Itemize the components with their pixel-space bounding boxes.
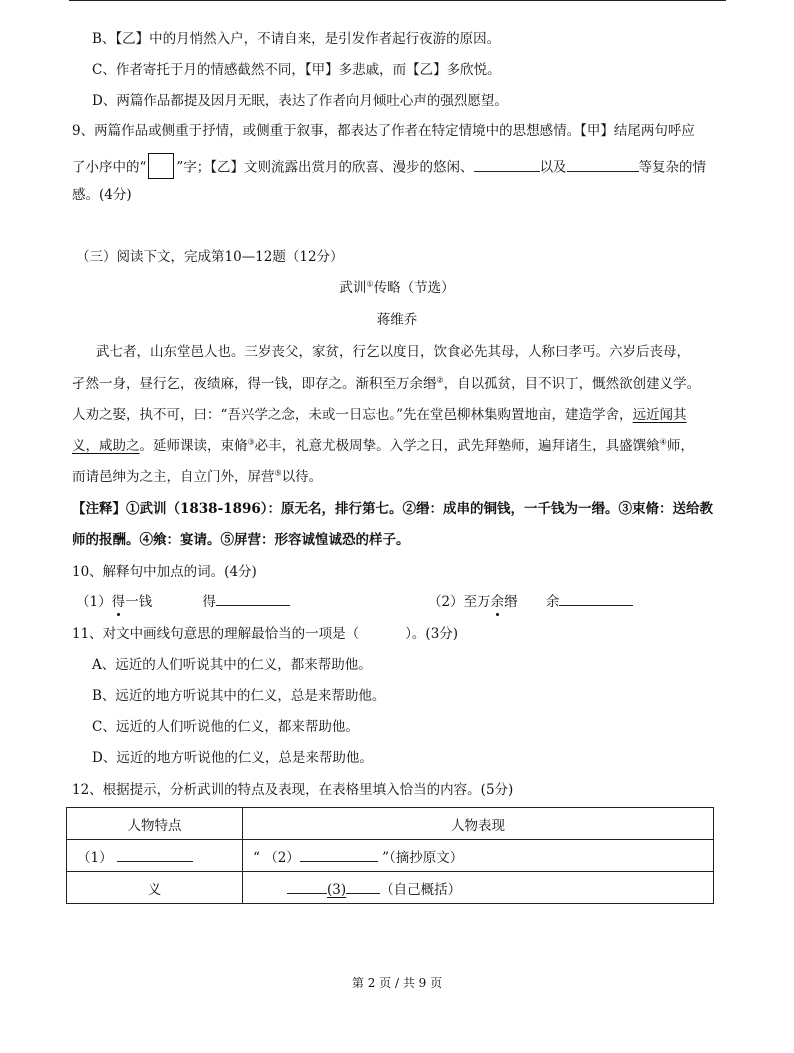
table-row xyxy=(67,840,714,872)
row2-blank-right[interactable] xyxy=(346,879,380,894)
passage-author: 蒋维乔 xyxy=(376,312,418,328)
row2-note: （自己概括） xyxy=(380,881,462,898)
passage-line4-a: 。延师课读，束脩 xyxy=(139,438,248,454)
passage-title-b: 传略（节选） xyxy=(373,280,455,296)
note-ref-3: ③ xyxy=(247,437,255,447)
q9-blank-2[interactable] xyxy=(567,157,639,172)
note-ref-2: ② xyxy=(436,375,444,385)
q10-item1-blank[interactable] xyxy=(216,591,290,606)
passage-line2-a: 孑然一身，昼行乞，夜绩麻，得一钱，即存之。渐积至万余缗 xyxy=(72,376,437,392)
q10-item1-num: （1） xyxy=(76,594,112,610)
q8-option-b: B、【乙】中的月悄然入户，不请自来，是引发作者起行夜游的原因。 xyxy=(92,31,501,47)
row1-show-blank[interactable] xyxy=(300,847,378,862)
passage-line5 xyxy=(72,468,322,486)
passage-line4-c: 师， xyxy=(666,438,694,454)
passage-line2-b: ，自以孤贫，目不识丁，慨然欲创建义学。 xyxy=(443,376,701,392)
row2-show-num: (3) xyxy=(327,881,347,898)
header-trait: 人物特点 xyxy=(67,808,243,840)
q11-option-b: B、远近的地方听说其中的仁义，总是来帮助他。 xyxy=(92,688,386,704)
row1-trait-cell xyxy=(67,840,243,872)
notes-line2: 师的报酬。④飨：宴请。⑤屏营：形容诚惶诚恐的样子。 xyxy=(72,532,410,548)
passage-title-a: 武训 xyxy=(339,280,367,296)
notes-line1: 【注释】①武训（1838-1896）：原无名，排行第七。②缗：成串的铜钱，一千钱为一缗。③束脩：送给教 xyxy=(72,501,713,517)
passage-line2 xyxy=(72,375,700,393)
row2-trait-cell: 义 xyxy=(67,872,243,904)
q10-item1-answer-label: 得 xyxy=(202,594,216,610)
table-header-row xyxy=(67,808,714,840)
q9-text-c: 以及 xyxy=(539,159,567,176)
passage-line4-b: 必丰，礼意尤极周挚。入学之日，武先拜塾师，遍拜诸生，具盛馔飨 xyxy=(254,438,660,454)
q10-stem: 10、解释句中加点的词。(4分) xyxy=(72,564,257,580)
underlined-sentence-part2: 义，咸助之 xyxy=(72,438,140,454)
q12-answer-table xyxy=(66,807,714,904)
underlined-sentence-part1: 远近闻其 xyxy=(632,407,687,423)
q11-stem-a: 11、对文中画线句意思的理解最恰当的一项是（ xyxy=(72,626,360,642)
row1-show-cell xyxy=(243,840,714,872)
row1-trait-blank[interactable] xyxy=(117,847,193,862)
passage-title xyxy=(0,279,794,297)
q10-item2 xyxy=(428,591,633,611)
q11-stem-b: ）。(3分) xyxy=(405,626,459,642)
q11-option-a: A、远近的人们听说其中的仁义，都来帮助他。 xyxy=(92,657,372,673)
header-rule xyxy=(69,0,726,1)
q10-item2-blank[interactable] xyxy=(559,591,633,606)
q9-line3: 感。(4分) xyxy=(72,187,132,203)
passage-line5-b: 以待。 xyxy=(281,469,323,485)
page-footer: 第 2 页 / 共 9 页 xyxy=(351,976,443,990)
passage-line1: 武七者，山东堂邑人也。三岁丧父，家贫，行乞以度日，饮食必先其母，人称曰孝丐。六岁后丧母， xyxy=(96,344,690,360)
passage-line5-a: 而请邑绅为之主，自立门外，屏营 xyxy=(72,469,275,485)
note-ref-5: ⑤ xyxy=(274,468,282,478)
header-show: 人物表现 xyxy=(243,808,714,840)
table-row xyxy=(67,872,714,904)
row1-show-num: （2） xyxy=(264,849,300,866)
note-ref-4: ④ xyxy=(659,437,667,447)
q9-line2 xyxy=(72,155,706,181)
q11-option-c: C、远近的人们听说他的仁义，都来帮助他。 xyxy=(92,719,359,735)
row2-blank-left[interactable] xyxy=(287,879,327,894)
q10-item1 xyxy=(76,591,290,611)
q11-stem xyxy=(72,625,458,643)
passage-line3 xyxy=(72,406,687,424)
q9-blank-1[interactable] xyxy=(474,157,540,172)
q9-answer-box[interactable] xyxy=(148,153,174,179)
q10-item2-rest: 缗 xyxy=(504,594,518,610)
q11-option-d: D、远近的地方听说他的仁义，总是来帮助他。 xyxy=(92,750,373,766)
passage-line4 xyxy=(72,437,694,455)
q9-text-b: ”字；【乙】文则流露出赏月的欣喜、漫步的悠闲、 xyxy=(176,159,474,176)
q9-text-a: 了小序中的“ xyxy=(72,159,147,176)
q10-item2-dotted-word: 余 xyxy=(490,594,505,610)
passage-line3-a: 人劝之娶，执不可，曰：“吾兴学之念，未或一日忘也。”先在堂邑柳林集购置地亩，建造学舍， xyxy=(72,407,633,423)
row1-quote-close: ”（摘抄原文） xyxy=(382,849,464,866)
q10-item2-num: （2）至万 xyxy=(428,594,491,610)
q9-text-d: 等复杂的情 xyxy=(638,159,707,176)
row1-trait-num: （1） xyxy=(77,849,113,866)
q10-item1-dotted-word: 得 xyxy=(111,594,126,610)
row1-quote-open: “ xyxy=(253,849,260,866)
q12-stem: 12、根据提示，分析武训的特点及表现，在表格里填入恰当的内容。(5分) xyxy=(72,782,514,798)
q8-option-d: D、两篇作品都提及因月无眠，表达了作者向月倾吐心声的强烈愿望。 xyxy=(92,93,508,109)
q10-item1-rest: 一钱 xyxy=(125,594,153,610)
q9-line1: 9、两篇作品或侧重于抒情，或侧重于叙事，都表达了作者在特定情境中的思想感情。【甲】结尾两句呼应 xyxy=(72,123,695,139)
row2-show-cell xyxy=(243,872,714,904)
section3-heading: （三）阅读下文，完成第10—12题（12分） xyxy=(76,249,344,265)
q8-option-c: C、作者寄托于月的情感截然不同，【甲】多悲戚，而【乙】多欣悦。 xyxy=(92,62,501,78)
note-ref-1: ① xyxy=(366,279,374,289)
q10-item2-answer-label: 余 xyxy=(545,594,560,610)
